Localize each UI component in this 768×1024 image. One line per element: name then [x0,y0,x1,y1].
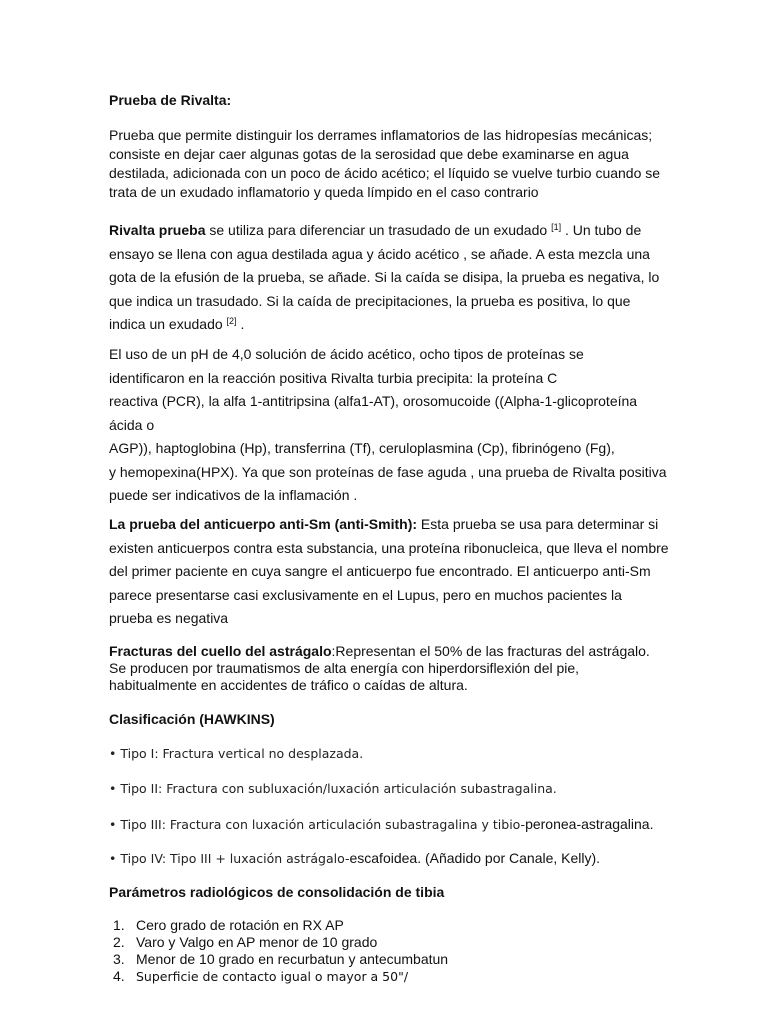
rivalta-procedure-text-c: . [236,316,245,332]
hawkins-item [109,780,669,798]
list-number: 1. [113,917,125,933]
astragalo-text: :Representan el 50% de las fracturas del astrágalo. Se producen por traumatismos de alta energía con hiperdorsiflexión del pie, habitualmente en accidentes de tráfico o caídas de altura. [109,643,650,693]
proteins-line-5: y hemopexina(HPX). Ya que son proteínas de fase aguda , una prueba de Rivalta positiva puede ser indicativos de la inflamación . [109,463,667,503]
list-item [113,951,673,968]
reference-1[interactable]: [1] [551,222,562,232]
list-number: 3. [113,951,125,967]
list-item [113,934,673,951]
tibia-title: Parámetros radiológicos de consolidación de tibia [109,884,445,900]
anti-sm-text: Esta prueba se usa para determinar si existen anticuerpos contra esta substancia, una proteína ribonucleica, que lleva el nombre del primer paciente en cuya sangre el anticuerpo fue encontrado. El anticuerpo anti-Sm parece presentarse casi exclusivamente en el Lupus, pero en muchos pacientes la prueba es negativa [109,516,669,626]
proteins-line-1: El uso de un pH de 4,0 solución de ácido acético, ocho tipos de proteínas se [109,346,584,362]
rivalta-procedure-paragraph [109,219,669,337]
hawkins-item [109,745,669,763]
hawkins-item-tail: peronea-astragalina. [525,816,654,832]
proteins-line-2: identificaron en la reacción positiva Rivalta turbia precipita: la proteína C [109,369,558,386]
list-item [113,917,673,934]
hawkins-item [109,815,669,834]
anti-sm-title: La prueba del anticuerpo anti-Sm (anti-Smith): [109,516,418,532]
bullet-marker: • [109,817,117,832]
proteins-line-4: AGP)), haptoglobina (Hp), transferrina (Tf), ceruloplasmina (Cp), fibrinógeno (Fg), [109,440,615,456]
proteins-line-3: reactiva (PCR), la alfa 1-antitripsina (alfa1-AT), orosomucoide ((Alpha-1-glicoproteína ácida o [109,393,638,433]
rivalta-definition: Prueba que permite distinguir los derrames inflamatorios de las hidropesías mecánicas; consiste en dejar caer algunas gotas de la serosidad que debe examinarse en agua destilada, adicionada con un poco de ácido acético; el líquido se vuelve turbio cuando se trata de un exudado inflamatorio y queda límpido en el caso contrario [109,127,661,200]
anti-sm-paragraph [109,513,669,631]
list-item [113,968,673,985]
list-number: 4. [113,968,125,984]
astragalo-paragraph [109,643,669,694]
list-number: 2. [113,934,125,950]
hawkins-item-text: Tipo II: Fractura con subluxación/luxación articulación subastragalina. [120,781,557,796]
bullet-marker: • [109,851,117,866]
hawkins-item [109,849,669,868]
bullet-marker: • [109,781,117,796]
list-item-text: Varo y Valgo en AP menor de 10 grado [136,934,378,950]
reference-2[interactable]: [2] [226,316,237,326]
hawkins-item-text: Tipo III: Fractura con luxación articulación subastragalina y tibio- [120,817,526,832]
hawkins-title: Clasificación (HAWKINS) [109,711,275,727]
bullet-marker: • [109,746,117,761]
rivalta-procedure-text-a: se utiliza para diferenciar un trasudado de un exudado [205,222,552,238]
hawkins-item-text: Tipo IV: Tipo III + luxación astrágalo- [120,851,350,866]
hawkins-item-tail: escafoidea. (Añadido por Canale, Kelly). [349,850,601,866]
list-item-text: Superficie de contacto igual o mayor a 50"/ [136,969,409,984]
list-item-text: Cero grado de rotación en RX AP [136,917,344,933]
rivalta-proteins-paragraph [109,343,669,508]
rivalta-title: Prueba de Rivalta: [109,92,232,108]
list-item-text: Menor de 10 grado en recurbatun y antecumbatun [136,951,449,967]
astragalo-title: Fracturas del cuello del astrágalo [109,643,332,659]
rivalta-prueba-term: Rivalta prueba [109,222,206,238]
tibia-criteria-list [113,917,673,985]
hawkins-item-text: Tipo I: Fractura vertical no desplazada. [120,746,364,761]
rivalta-procedure-text-b: . Un tubo de ensayo se llena con agua destilada agua y ácido acético , se añade. A esta mezcla una gota de la efusión de la prueba, se añade. Si la caída se disipa, la prueba es negativa, lo que indica un trasudado. Si la caída de precipitaciones, la prueba es positiva, lo que indica un exudado [109,222,660,332]
